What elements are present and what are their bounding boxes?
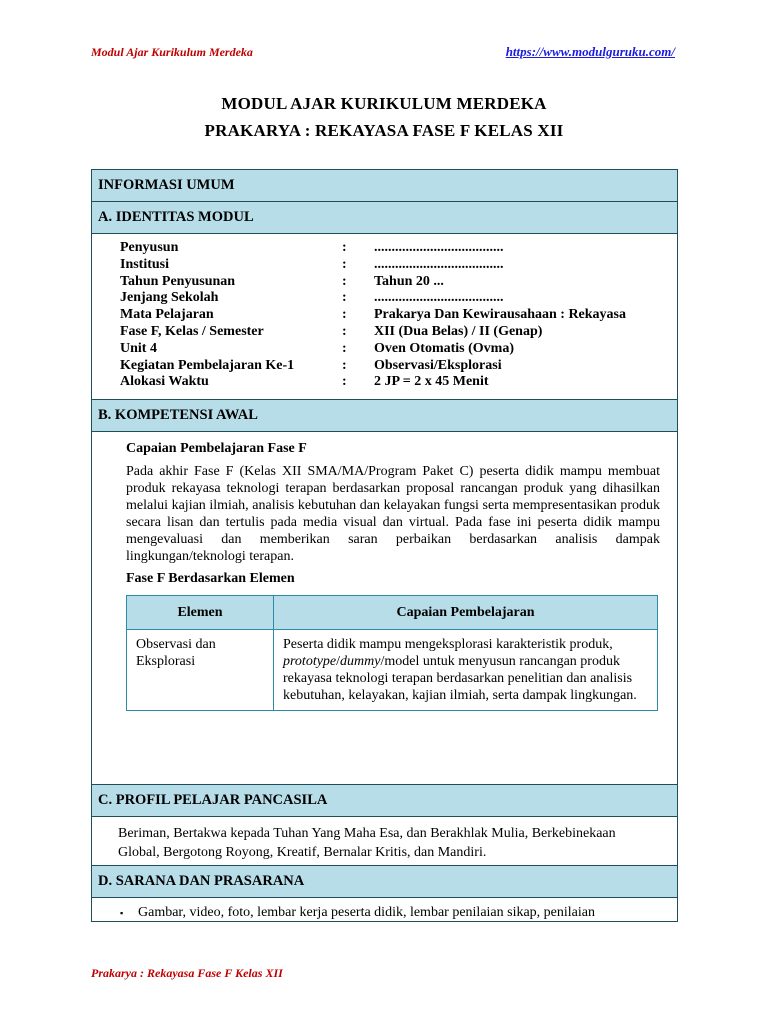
capaian-table [126,595,658,711]
table-row [127,630,658,711]
identitas-separator: : [342,323,347,339]
identitas-label: Fase F, Kelas / Semester [120,323,264,339]
elemen-cell-line: Eksplorasi [136,654,196,669]
identitas-value: Tahun 20 ... [374,273,444,289]
identitas-row [120,374,626,391]
identitas-label: Mata Pelajaran [120,307,214,323]
capaian-italic-term: dummy [340,654,381,669]
identitas-label: Tahun Penyusunan [120,273,236,289]
identitas-separator: : [342,340,347,356]
identitas-separator: : [342,357,347,373]
identitas-value: 2 JP = 2 x 45 Menit [374,374,489,390]
identitas-separator: : [342,374,347,390]
running-header-title: Modul Ajar Kurikulum Merdeka [91,45,253,59]
identitas-separator: : [342,273,347,289]
identitas-label: Kegiatan Pembelajaran Ke-1 [120,357,295,373]
profil-pancasila-text: Beriman, Bertakwa kepada Tuhan Yang Maha Esa, dan Berakhlak Mulia, Berkebinekaan Global, Bergotong Royong, Kreatif, Bernalar Kritis, dan Mandiri. [118,826,616,860]
section-profil-pancasila: C. PROFIL PELAJAR PANCASILA [92,784,677,817]
identitas-row [120,307,626,324]
identitas-value: ..................................... [374,256,504,272]
section-kompetensi-awal: B. KOMPETENSI AWAL [92,399,677,432]
identitas-label: Penyusun [120,240,179,255]
identitas-label: Alokasi Waktu [120,374,209,390]
section-informasi-umum: INFORMASI UMUM [92,170,677,202]
capaian-text: /model untuk menyusun rancangan produk rekayasa teknologi terapan berdasarkan penelitian dan analisis kebutuhan, kelayakan, kajian ilmiah, serta dampak lingkungan. [283,654,637,703]
elemen-cell [127,630,274,711]
identitas-list [120,240,626,391]
column-header-capaian: Capaian Pembelajaran [274,596,658,630]
section-sarana-prasarana: D. SARANA DAN PRASARANA [92,865,677,898]
sarana-item-text: Gambar, video, foto, lembar kerja peserta didik, lembar penilaian sikap, penilaian [138,905,595,920]
elemen-heading: Fase F Berdasarkan Elemen [126,571,295,586]
identitas-row [120,324,626,341]
header-website-link[interactable]: https://www.modulguruku.com/ [505,44,675,59]
identitas-row [120,257,626,274]
capaian-cell [274,630,658,711]
list-item [120,905,595,921]
capaian-paragraph: Pada akhir Fase F (Kelas XII SMA/MA/Program Paket C) peserta didik mampu membuat produk rekayasa teknologi terapan berdasarkan proposal rancangan produk yang dihasilkan melalui kajian ilmiah, analisis kebutuhan dan kelayakan fungsi serta mempresentasikan produk secara lisan dan tertulis pada media visual dan virtual. Pada fase ini peserta didik mampu mengevaluasi dan memberikan saran perbaikan berdasarkan analisis dampak lingkungan/teknologi terapan. [126,464,660,564]
identitas-value: Prakarya Dan Kewirausahaan : Rekayasa [374,307,627,323]
table-header-row [127,596,658,630]
capaian-text: Peserta didik mampu mengeksplorasi karakteristik produk, [283,637,613,652]
identitas-value: ..................................... [374,240,504,255]
identitas-value: Observasi/Eksplorasi [374,357,502,373]
document-title: MODUL AJAR KURIKULUM MERDEKA [221,94,547,113]
module-info-frame [91,169,678,922]
identitas-separator: : [342,240,347,255]
identitas-row [120,240,626,257]
identitas-separator: : [342,256,347,272]
running-footer: Prakarya : Rekayasa Fase F Kelas XII [91,966,283,980]
identitas-label: Institusi [120,256,170,272]
identitas-value: XII (Dua Belas) / II (Genap) [374,323,543,339]
identitas-row [120,358,626,375]
capaian-italic-term: prototype [283,654,337,669]
document-subtitle: PRAKARYA : REKAYASA FASE F KELAS XII [204,121,564,140]
identitas-value: ..................................... [374,290,504,306]
identitas-value: Oven Otomatis (Ovma) [374,340,514,356]
capaian-heading: Capaian Pembelajaran Fase F [126,441,307,456]
column-header-elemen: Elemen [127,596,274,630]
bullet-icon: ▪ [120,908,124,918]
identitas-row [120,290,626,307]
identitas-label: Jenjang Sekolah [120,290,219,306]
identitas-row [120,274,626,291]
section-identitas-modul: A. IDENTITAS MODUL [92,202,677,234]
identitas-row [120,341,626,358]
identitas-label: Unit 4 [120,340,157,356]
identitas-separator: : [342,307,347,323]
identitas-separator: : [342,290,347,306]
capaian-separator: / [336,654,341,669]
elemen-cell-line: Observasi dan [136,637,216,652]
